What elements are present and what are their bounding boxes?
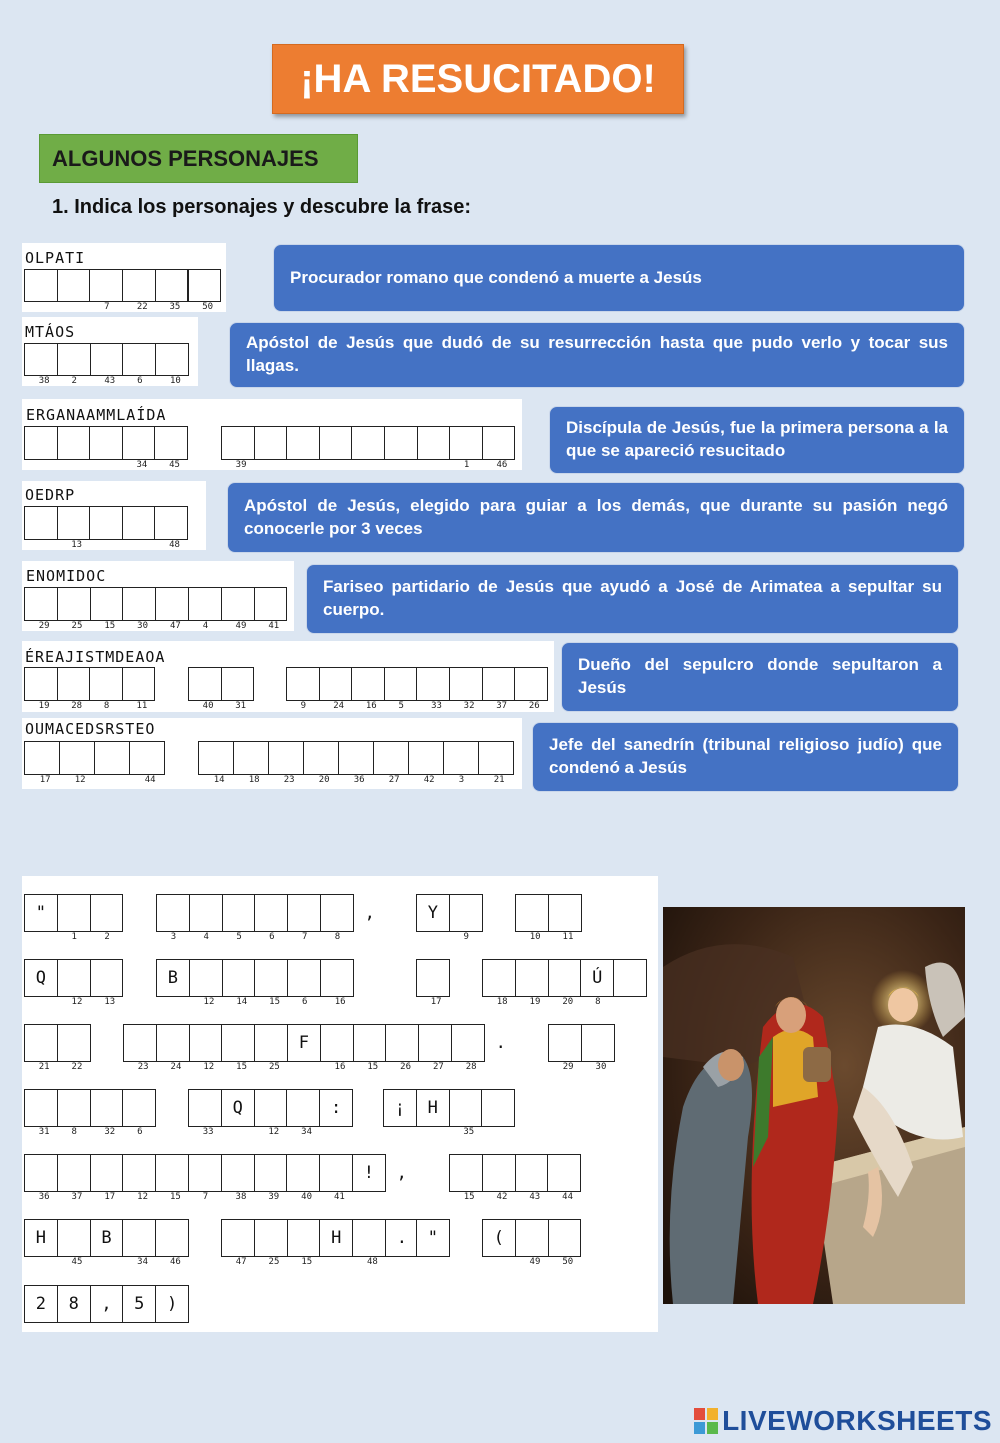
answer-cell[interactable] [254, 894, 288, 932]
answer-cell[interactable] [416, 959, 450, 997]
answer-cell[interactable] [90, 1154, 124, 1192]
answer-cell[interactable] [449, 1154, 483, 1192]
given-letter-cell: 2 [24, 1285, 58, 1323]
answer-cell[interactable] [57, 343, 91, 376]
answer-cell[interactable] [222, 894, 256, 932]
cell-number: 8 [103, 701, 110, 711]
given-letter-cell: Ú [580, 959, 614, 997]
answer-cell[interactable] [338, 741, 374, 775]
cell-number: 17 [39, 775, 51, 785]
cell-number: 39 [235, 460, 247, 470]
answer-cell[interactable] [221, 426, 255, 460]
cell-number: 6 [269, 932, 275, 942]
answer-cell[interactable] [24, 343, 58, 376]
answer-cell[interactable] [156, 894, 190, 932]
cell-number: 17 [430, 997, 442, 1007]
cell-number: 29 [562, 1062, 574, 1072]
cell-number: 48 [366, 1257, 378, 1267]
answer-cell[interactable] [287, 959, 321, 997]
given-letter-cell: ( [482, 1219, 516, 1257]
answer-cell[interactable] [320, 894, 354, 932]
answer-cell[interactable] [90, 959, 124, 997]
answer-cell[interactable] [57, 506, 91, 540]
answer-cell[interactable] [384, 667, 418, 701]
given-letter-cell: 5 [122, 1285, 156, 1323]
answer-cell[interactable] [155, 1219, 189, 1257]
answer-cell[interactable] [188, 587, 222, 621]
answer-cell[interactable] [319, 667, 353, 701]
answer-cell[interactable] [57, 894, 91, 932]
cell-number: 13 [71, 540, 83, 550]
answer-cell[interactable] [514, 667, 548, 701]
given-letter-cell: ! [352, 1154, 386, 1192]
painting-image [663, 907, 965, 1304]
answer-cell[interactable] [122, 1089, 156, 1127]
answer-cell[interactable] [57, 1089, 91, 1127]
cell-number: 5 [398, 701, 404, 711]
answer-cell[interactable] [57, 959, 91, 997]
cell-number: 11 [136, 701, 148, 711]
clue-box: Discípula de Jesús, fue la primera persona a la que se apareció resucitado [549, 406, 965, 474]
cell-number: 42 [496, 1192, 508, 1202]
cell-number: 31 [235, 701, 247, 711]
answer-cell[interactable] [89, 506, 123, 540]
cell-number: 15 [367, 1062, 379, 1072]
answer-cell[interactable] [94, 741, 130, 775]
answer-cell[interactable] [254, 1219, 288, 1257]
answer-cell[interactable] [24, 587, 58, 621]
answer-cell[interactable] [24, 506, 58, 540]
answer-cell[interactable] [384, 426, 418, 460]
answer-cell[interactable] [548, 894, 582, 932]
answer-cell[interactable] [188, 269, 222, 302]
anagram-label: MTÁOS [25, 323, 76, 341]
answer-cell[interactable] [352, 1219, 386, 1257]
page-title: ¡HA RESUCITADO! [272, 44, 684, 114]
answer-cell[interactable] [221, 1154, 255, 1192]
given-letter-cell: B [156, 959, 190, 997]
answer-cell[interactable] [57, 426, 91, 460]
cell-number: 27 [388, 775, 400, 785]
cell-number: 45 [169, 460, 180, 470]
answer-cell[interactable] [90, 1089, 124, 1127]
cell-number: 28 [465, 1062, 477, 1072]
cell-number: 12 [137, 1192, 148, 1202]
answer-cell[interactable] [188, 667, 222, 701]
answer-cell[interactable] [57, 269, 91, 302]
given-letter-cell: H [24, 1219, 58, 1257]
answer-cell[interactable] [122, 1219, 156, 1257]
answer-cell[interactable] [155, 269, 189, 302]
cell-number: 21 [493, 775, 505, 785]
answer-cell[interactable] [122, 426, 156, 460]
cell-number: 8 [595, 997, 601, 1007]
answer-cell[interactable] [24, 1089, 58, 1127]
clue-box: Fariseo partidario de Jesús que ayudó a José de Arimatea a sepultar su cuerpo. [306, 564, 959, 634]
cell-number: 46 [169, 1257, 181, 1267]
anagram-label: OUMACEDSRSTEO [25, 720, 156, 738]
clue-box: Dueño del sepulcro donde sepultaron a Jesús [561, 642, 959, 712]
answer-cell[interactable] [320, 959, 354, 997]
answer-cell[interactable] [24, 426, 58, 460]
cell-number: 5 [236, 932, 242, 942]
cell-number: 7 [202, 1192, 209, 1202]
cell-number: 15 [301, 1257, 313, 1267]
anagram-label: OLPATI [25, 249, 86, 267]
anagram-label: ENOMIDOC [26, 567, 107, 585]
cell-number: 20 [562, 997, 574, 1007]
cell-number: 4 [202, 621, 209, 631]
cell-number: 9 [463, 932, 469, 942]
answer-cell[interactable] [233, 741, 269, 775]
answer-cell[interactable] [154, 426, 188, 460]
cell-number: 40 [202, 701, 214, 711]
cell-number: 33 [431, 701, 442, 711]
cell-number: 34 [136, 460, 148, 470]
cell-number: 3 [458, 775, 465, 785]
answer-cell[interactable] [90, 587, 124, 621]
answer-cell[interactable] [548, 1024, 582, 1062]
answer-cell[interactable] [287, 1219, 321, 1257]
answer-cell[interactable] [547, 1154, 581, 1192]
cell-number: 32 [104, 1127, 116, 1137]
given-letter-cell: ¡ [383, 1089, 417, 1127]
answer-cell[interactable] [449, 894, 483, 932]
answer-cell[interactable] [408, 741, 444, 775]
answer-cell[interactable] [155, 1154, 189, 1192]
cell-number: 37 [496, 701, 508, 711]
clue-box: Jefe del sanedrín (tribunal religioso judío) que condenó a Jesús [532, 722, 959, 792]
cell-number: 12 [268, 1127, 280, 1137]
answer-cell[interactable] [515, 1154, 549, 1192]
answer-cell[interactable] [548, 1219, 582, 1257]
cell-number: 10 [169, 376, 181, 386]
anagram-label: ÉREAJISTMDEAOA [25, 648, 166, 666]
answer-cell[interactable] [189, 1024, 223, 1062]
cell-number: 7 [301, 932, 308, 942]
answer-cell[interactable] [221, 587, 255, 621]
answer-cell[interactable] [548, 959, 582, 997]
cell-number: 28 [71, 701, 83, 711]
answer-cell[interactable] [319, 426, 353, 460]
cell-number: 6 [301, 997, 308, 1007]
cell-number: 19 [38, 701, 50, 711]
answer-cell[interactable] [57, 1024, 91, 1062]
given-letter-cell: " [416, 1219, 450, 1257]
answer-cell[interactable] [373, 741, 409, 775]
cell-number: 25 [268, 1257, 280, 1267]
cell-number: 1 [463, 460, 470, 470]
cell-number: 18 [496, 997, 508, 1007]
cell-number: 47 [169, 621, 181, 631]
section-heading: ALGUNOS PERSONAJES [39, 134, 358, 183]
cell-number: 27 [432, 1062, 444, 1072]
cell-number: 18 [248, 775, 260, 785]
cell-number: 43 [529, 1192, 541, 1202]
answer-cell[interactable] [221, 1219, 255, 1257]
cell-number: 1 [71, 932, 77, 942]
answer-cell[interactable] [89, 426, 123, 460]
liveworksheets-logo: LIVEWORKSHEETS [694, 1405, 992, 1437]
cell-number: 13 [104, 997, 116, 1007]
clue-box: Apóstol de Jesús que dudó de su resurrección hasta que pudo verlo y tocar sus llagas. [229, 322, 965, 388]
answer-cell[interactable] [254, 959, 288, 997]
cell-number: 34 [301, 1127, 312, 1137]
given-letter-cell: ) [155, 1285, 189, 1323]
answer-cell[interactable] [482, 1154, 516, 1192]
answer-cell[interactable] [198, 741, 234, 775]
cell-number: 43 [104, 376, 116, 386]
cell-number: 16 [334, 997, 346, 1007]
cell-number: 30 [137, 621, 148, 631]
given-letter-cell: . [385, 1219, 419, 1257]
answer-cell[interactable] [189, 959, 223, 997]
answer-cell[interactable] [268, 741, 304, 775]
cell-number: 15 [236, 1062, 247, 1072]
answer-cell[interactable] [154, 506, 188, 540]
cell-number: 21 [38, 1062, 50, 1072]
cell-number: 44 [562, 1192, 573, 1202]
answer-cell[interactable] [57, 667, 91, 701]
given-letter-cell: H [319, 1219, 353, 1257]
answer-cell[interactable] [581, 1024, 615, 1062]
answer-cell[interactable] [478, 741, 514, 775]
cell-number: 23 [137, 1062, 149, 1072]
answer-cell[interactable] [122, 506, 156, 540]
cell-number: 12 [74, 775, 86, 785]
answer-cell[interactable] [613, 959, 647, 997]
cell-number: 20 [318, 775, 330, 785]
answer-cell[interactable] [188, 1089, 222, 1127]
answer-cell[interactable] [24, 741, 60, 775]
answer-cell[interactable] [254, 1089, 288, 1127]
answer-cell[interactable] [189, 894, 223, 932]
answer-cell[interactable] [122, 1154, 156, 1192]
answer-cell[interactable] [286, 426, 320, 460]
cell-number: 22 [71, 1062, 83, 1072]
cell-number: 8 [334, 932, 341, 942]
answer-cell[interactable] [122, 343, 156, 376]
cell-number: 12 [71, 997, 83, 1007]
cell-number: 38 [38, 376, 50, 386]
given-letter-cell: Y [416, 894, 450, 932]
answer-cell[interactable] [286, 667, 320, 701]
cell-number: 15 [169, 1192, 181, 1202]
answer-cell[interactable] [482, 667, 516, 701]
answer-cell[interactable] [416, 667, 450, 701]
answer-cell[interactable] [351, 667, 385, 701]
answer-cell[interactable] [57, 1219, 91, 1257]
given-letter-cell: H [416, 1089, 450, 1127]
answer-cell[interactable] [89, 667, 123, 701]
given-letter-cell: B [90, 1219, 124, 1257]
clue-box: Procurador romano que condenó a muerte a Jesús [273, 244, 965, 312]
cell-number: 49 [235, 621, 247, 631]
answer-cell[interactable] [482, 959, 516, 997]
cell-number: 29 [38, 621, 50, 631]
cell-number: 45 [71, 1257, 83, 1267]
logo-icon [694, 1408, 718, 1434]
answer-cell[interactable] [287, 894, 321, 932]
instruction-text: 1. Indica los personajes y descubre la frase: [52, 196, 472, 218]
answer-cell[interactable] [449, 667, 483, 701]
given-letter-cell: Q [221, 1089, 255, 1127]
cell-number: 31 [38, 1127, 50, 1137]
given-letter-cell: " [24, 894, 58, 932]
answer-cell[interactable] [222, 959, 256, 997]
answer-cell[interactable] [351, 426, 385, 460]
cell-number: 38 [235, 1192, 247, 1202]
answer-cell[interactable] [482, 426, 516, 460]
given-letter-cell: , [90, 1285, 124, 1323]
answer-cell[interactable] [57, 1154, 91, 1192]
clue-box: Apóstol de Jesús, elegido para guiar a los demás, que durante su pasión negó conocerle por 3 veces [227, 482, 965, 553]
answer-cell[interactable] [129, 741, 165, 775]
cell-number: 16 [365, 701, 377, 711]
punctuation-mark: , [396, 1163, 407, 1183]
cell-number: 49 [529, 1257, 541, 1267]
cell-number: 26 [400, 1062, 411, 1072]
cell-number: 2 [71, 376, 77, 386]
cell-number: 19 [529, 997, 541, 1007]
answer-cell[interactable] [286, 1089, 320, 1127]
cell-number: 7 [104, 302, 110, 312]
cell-number: 24 [170, 1062, 182, 1072]
cell-number: 48 [169, 540, 180, 550]
cell-number: 3 [170, 932, 177, 942]
answer-cell[interactable] [449, 1089, 483, 1127]
cell-number: 8 [71, 1127, 77, 1137]
cell-number: 12 [203, 1062, 215, 1072]
answer-cell[interactable] [90, 343, 124, 376]
cell-number: 2 [104, 932, 110, 942]
answer-cell[interactable] [59, 741, 95, 775]
anagram-label: OEDRP [25, 486, 76, 504]
answer-cell[interactable] [515, 894, 549, 932]
cell-number: 25 [71, 621, 83, 631]
answer-cell[interactable] [353, 1024, 387, 1062]
answer-cell[interactable] [24, 1024, 58, 1062]
cell-number: 36 [353, 775, 365, 785]
answer-cell[interactable] [123, 1024, 157, 1062]
answer-cell[interactable] [254, 587, 288, 621]
answer-cell[interactable] [24, 269, 58, 302]
answer-cell[interactable] [122, 667, 156, 701]
answer-cell[interactable] [418, 1024, 452, 1062]
answer-cell[interactable] [254, 1024, 288, 1062]
answer-cell[interactable] [122, 587, 156, 621]
anagram-label: ERGANAAMMLAÍDA [26, 406, 167, 424]
answer-cell[interactable] [221, 1024, 255, 1062]
answer-cell[interactable] [122, 269, 156, 302]
cell-number: 6 [137, 1127, 143, 1137]
answer-cell[interactable] [515, 1219, 549, 1257]
cell-number: 14 [213, 775, 225, 785]
cell-number: 47 [235, 1257, 247, 1267]
answer-cell[interactable] [286, 1154, 320, 1192]
answer-cell[interactable] [254, 1154, 288, 1192]
cell-number: 50 [202, 302, 214, 312]
answer-cell[interactable] [481, 1089, 515, 1127]
cell-number: 35 [463, 1127, 475, 1137]
cell-number: 50 [562, 1257, 574, 1267]
cell-number: 4 [203, 932, 209, 942]
answer-cell[interactable] [385, 1024, 419, 1062]
cell-number: 10 [529, 932, 541, 942]
answer-cell[interactable] [449, 426, 483, 460]
cell-number: 15 [104, 621, 116, 631]
cell-number: 16 [334, 1062, 346, 1072]
cell-number: 40 [301, 1192, 312, 1202]
answer-cell[interactable] [89, 269, 123, 302]
cell-number: 17 [104, 1192, 116, 1202]
cell-number: 32 [463, 701, 475, 711]
cell-number: 25 [268, 1062, 280, 1072]
cell-number: 12 [203, 997, 215, 1007]
cell-number: 15 [269, 997, 280, 1007]
answer-cell[interactable] [417, 426, 451, 460]
cell-number: 39 [268, 1192, 280, 1202]
answer-cell[interactable] [515, 959, 549, 997]
given-letter-cell: : [319, 1089, 353, 1127]
answer-cell[interactable] [443, 741, 479, 775]
answer-cell[interactable] [155, 343, 189, 376]
punctuation-mark: . [495, 1033, 506, 1053]
answer-cell[interactable] [24, 667, 58, 701]
answer-cell[interactable] [303, 741, 339, 775]
cell-number: 22 [136, 302, 148, 312]
cell-number: 41 [268, 621, 280, 631]
cell-number: 35 [169, 302, 181, 312]
answer-cell[interactable] [90, 894, 124, 932]
given-letter-cell: 8 [57, 1285, 91, 1323]
cell-number: 34 [137, 1257, 148, 1267]
cell-number: 44 [144, 775, 156, 785]
answer-cell[interactable] [254, 426, 288, 460]
answer-cell[interactable] [24, 1154, 58, 1192]
answer-cell[interactable] [155, 587, 189, 621]
cell-number: 30 [595, 1062, 607, 1072]
punctuation-mark: , [364, 903, 375, 923]
answer-cell[interactable] [188, 1154, 222, 1192]
cell-number: 37 [71, 1192, 83, 1202]
cell-number: 41 [333, 1192, 345, 1202]
cell-number: 14 [236, 997, 248, 1007]
answer-cell[interactable] [57, 587, 91, 621]
cell-number: 26 [528, 701, 540, 711]
cell-number: 36 [38, 1192, 50, 1202]
cell-number: 9 [300, 701, 307, 711]
cell-number: 33 [202, 1127, 214, 1137]
answer-cell[interactable] [320, 1024, 354, 1062]
cell-number: 15 [463, 1192, 475, 1202]
cell-number: 6 [137, 376, 143, 386]
cell-number: 23 [283, 775, 295, 785]
cell-number: 11 [562, 932, 574, 942]
cell-number: 42 [423, 775, 435, 785]
cell-number: 24 [333, 701, 345, 711]
answer-cell[interactable] [156, 1024, 190, 1062]
answer-cell[interactable] [221, 667, 255, 701]
cell-number: 46 [496, 460, 508, 470]
answer-cell[interactable] [319, 1154, 353, 1192]
answer-cell[interactable] [451, 1024, 485, 1062]
given-letter-cell: F [287, 1024, 321, 1062]
given-letter-cell: Q [24, 959, 58, 997]
